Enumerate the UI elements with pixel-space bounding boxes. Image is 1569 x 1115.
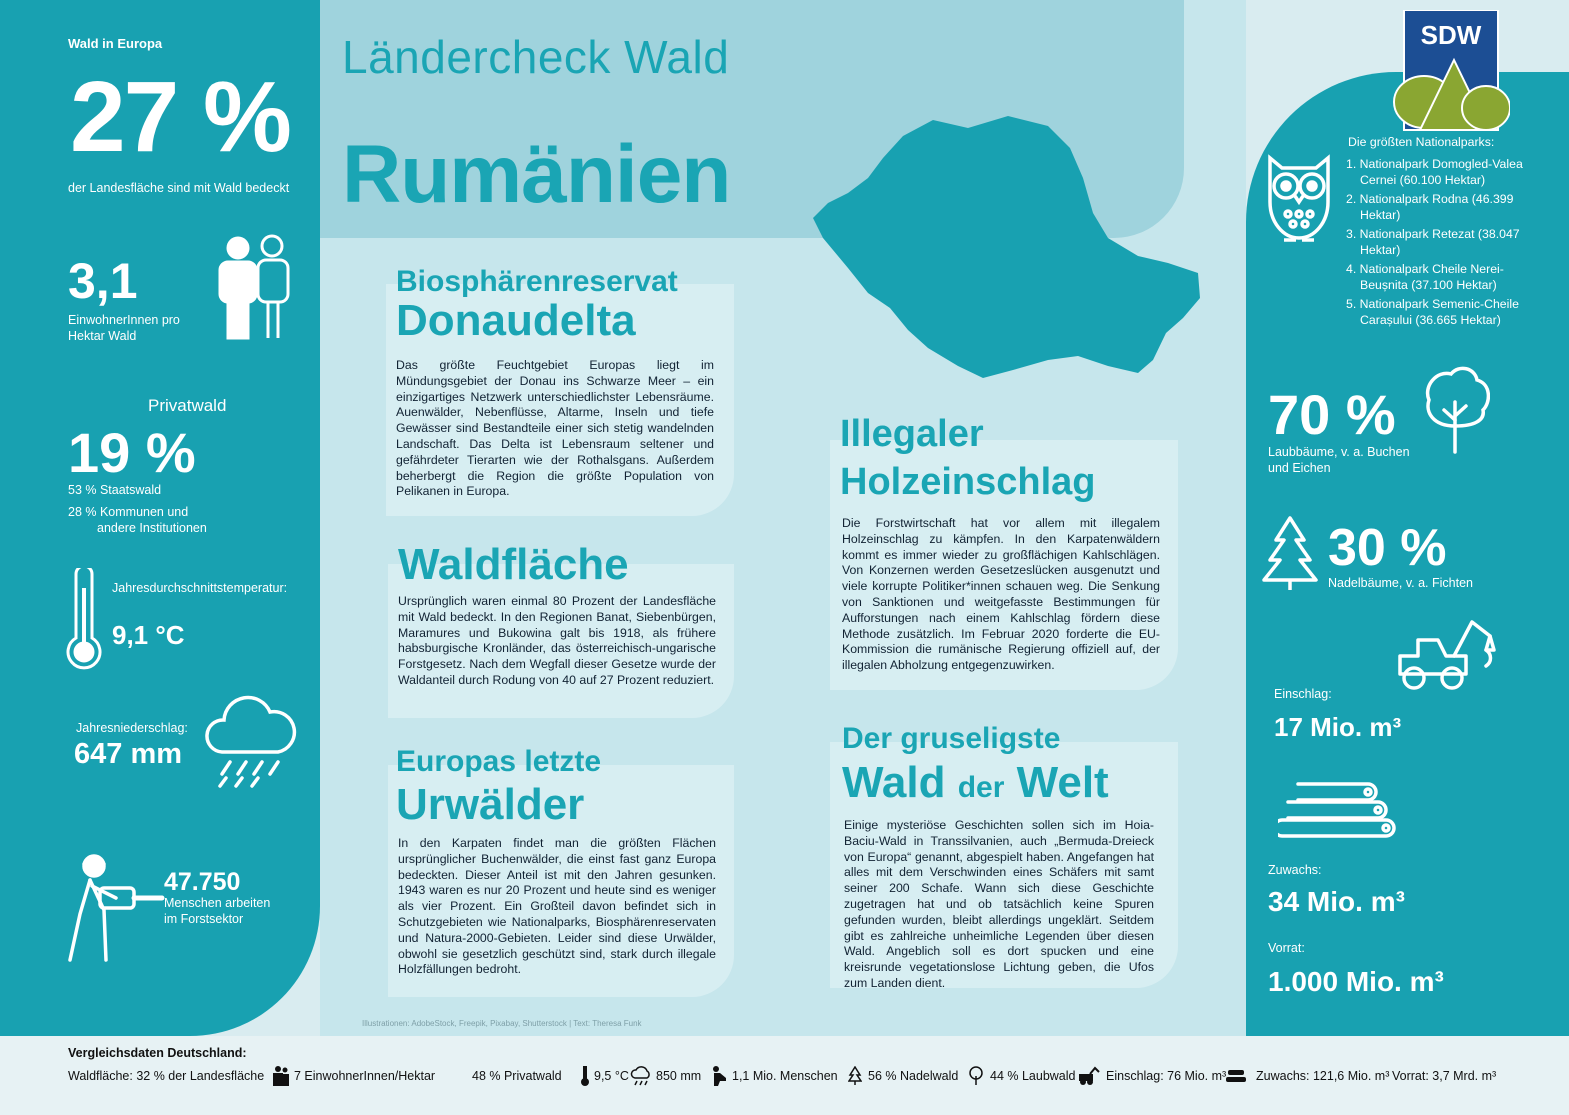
deciduous-tree-icon: [968, 1066, 984, 1091]
temperature-value: 9,1 °C: [112, 620, 185, 650]
stock-label: Vorrat:: [1268, 941, 1305, 955]
compare-inhabitants: 7 EinwohnerInnen/Hektar: [294, 1069, 436, 1083]
workers-desc-2: im Forstsektor: [164, 912, 244, 926]
compare-forest: Waldfläche: 32 % der Landesfläche: [68, 1069, 265, 1083]
illegal-title-1: Illegaler: [840, 413, 984, 455]
temperature-label: Jahresdurchschnittstemperatur:: [112, 581, 288, 595]
communes-text-1: 28 % Kommunen und: [68, 505, 189, 519]
people-icon: [212, 234, 296, 345]
urwaelder-body: [398, 836, 716, 978]
gruselig-text: Einige mysteriöse Geschichten sollen sich im Hoia-Baciu-Wald in Transsilvanien, auch „Bermuda-Dreieck von Europa“ genannt, abgespielt haben. Angefangen hat alles mit dem Verschwinden eines Schäfers mit samt seiner 200 Schafe. Wann sich diese Geschichte zugetragen hat und ob tatsächlich keine Spuren gefunden wurden, bleibt allerdings ungeklärt. Seitdem gibt es zahlreiche unheimliche Legenden über diesen Wald. Angeblich soll es dort spucken und eine kreisrunde vegetationslose Lichtung geben, die Ufos zum Landen dient.: [844, 818, 1154, 990]
urwaelder-kicker: Europas letzte: [396, 745, 602, 778]
gruselig-title: [842, 760, 1109, 811]
conifer-percent: 30 %: [1328, 519, 1447, 577]
communes-text-2: andere Institutionen: [97, 521, 207, 535]
nationalpark-item: 1. Nationalpark Domogled-Valea Cernei (60.100 Hektar): [1346, 157, 1523, 187]
urwaelder-title: Urwälder: [396, 780, 585, 829]
compare-workers: 1,1 Mio. Menschen: [732, 1069, 838, 1083]
credits-text: Illustrationen: AdobeStock, Freepik, Pixabay, Shutterstock | Text: Theresa Funk: [362, 1019, 642, 1028]
deciduous-desc-1: Laubbäume, v. a. Buchen: [1268, 445, 1410, 459]
forest-percent-desc: der Landesfläche sind mit Wald bedeckt: [68, 181, 290, 195]
thermometer-icon: [580, 1066, 590, 1091]
donau-title: Donaudelta: [396, 296, 636, 345]
compare-private: 48 % Privatwald: [472, 1069, 562, 1083]
harvest-value: 17 Mio. m³: [1274, 712, 1402, 742]
compare-harvest: Einschlag: 76 Mio. m³: [1106, 1069, 1227, 1083]
illegal-body: [842, 516, 1160, 674]
conifer-desc: Nadelbäume, v. a. Fichten: [1328, 576, 1473, 590]
compare-growth: Zuwachs: 121,6 Mio. m³: [1256, 1069, 1390, 1083]
donau-kicker: Biosphärenreservat: [396, 265, 678, 298]
chainsaw-worker-icon: [56, 852, 166, 971]
compare-conifer: 56 % Nadelwald: [868, 1069, 959, 1083]
inhabitants-value: 3,1: [68, 253, 138, 309]
page-title: Rumänien: [342, 129, 731, 220]
inhabitants-desc-1: EinwohnerInnen pro: [68, 313, 180, 327]
deciduous-percent: 70 %: [1268, 383, 1396, 446]
workers-desc-1: Menschen arbeiten: [164, 896, 271, 910]
precipitation-label: Jahresniederschlag:: [76, 721, 188, 735]
compare-temperature: 9,5 °C: [594, 1069, 629, 1083]
inhabitants-desc-2: Hektar Wald: [68, 329, 137, 343]
svg-text:SDW: SDW: [1420, 20, 1482, 50]
nationalpark-item: 4. Nationalpark Cheile Nerei-Beușnita (37.100 Hektar): [1346, 262, 1504, 292]
stock-value: 1.000 Mio. m³: [1268, 966, 1444, 997]
nationalparks-title: Die größten Nationalparks:: [1348, 135, 1495, 149]
conifer-tree-icon: [848, 1066, 862, 1091]
forestry-machine-icon: [1394, 614, 1504, 699]
conifer-tree-icon: [1262, 514, 1318, 597]
nationalpark-item: 2. Nationalpark Rodna (46.399 Hektar): [1346, 192, 1514, 222]
rain-cloud-icon: [200, 690, 300, 795]
sdw-logo: [1392, 10, 1510, 134]
deciduous-tree-icon: [1420, 366, 1490, 459]
compare-title: Vergleichsdaten Deutschland:: [68, 1046, 247, 1060]
romania-map: [808, 108, 1203, 390]
illegal-title-2: Holzeinschlag: [840, 461, 1096, 503]
chainsaw-worker-icon: [710, 1066, 728, 1091]
log-pile-icon: [1226, 1068, 1248, 1089]
harvest-label: Einschlag:: [1274, 687, 1332, 701]
compare-row: [68, 1066, 1508, 1088]
compare-precipitation: 850 mm: [656, 1069, 702, 1083]
urwaelder-text: In den Karpaten findet man die größten Flächen ursprünglicher Buchenwälder, die einst fast ganz Europa bedeckten. Dieser Anteil ist mit den Jahren gesunken. 1943 waren es nur 20 Prozent und heute sind es weniger als vier Prozent. Ein Großteil davon befindet sich in Schutzgebieten wie Nationalparks, Biosphärenreservaten und Natura-2000-Gebieten. Leider sind diese Urwälder, obwohl sie gesetzlich geschützt sind, stark durch illegale Holzfällungen bedroht.: [398, 836, 716, 977]
private-forest-percent: 19 %: [68, 421, 196, 484]
private-forest-label: Privatwald: [148, 396, 227, 415]
forest-europe-label: Wald in Europa: [68, 36, 163, 51]
owl-icon: [1262, 152, 1336, 249]
forest-percent: 27 %: [70, 61, 290, 173]
page-subtitle: Ländercheck Wald: [342, 31, 730, 83]
waldflaeche-text: Ursprünglich waren einmal 80 Prozent der Landesfläche mit Wald bedeckt. In den Regionen Banat, Siebenbürgen, Maramures und Bukowina galt bis 1918, als frühere habsburgische Kronländer, das österreichisch-ungarische Forstgesetz. Nach dem Wegfall dieser Gesetze wurde der Waldanteil durch Rodung von 40 auf 27 Prozent reduziert.: [398, 594, 716, 687]
gruselig-title-b: der: [957, 771, 1005, 804]
gruselig-title-a: Wald: [842, 758, 946, 807]
compare-stock: Vorrat: 3,7 Mrd. m³: [1392, 1069, 1497, 1083]
donau-body: [396, 358, 714, 500]
state-forest-text: 53 % Staatswald: [68, 483, 162, 497]
waldflaeche-body: [398, 594, 716, 689]
gruselig-kicker: Der gruseligste: [842, 722, 1061, 755]
people-icon: [272, 1066, 290, 1091]
donau-text: Das größte Feuchtgebiet Europas liegt im Mündungsgebiet der Donau ins Schwarze Meer – ein einzigartiges Netzwerk unterschiedlichster Lebensräume. Auenwälder, Nebenflüsse, Altarme, Inseln und tiefe Gewässer sind Bestandteile einer sich stetig wandelnden Landschaft. Das Delta ist Lebensraum seltener und gefährdeter Tierarten wie der Rothalsgans. Außerdem beherbergt die Region die größte Population von Pelikanen in Europa.: [396, 358, 714, 499]
forestry-machine-icon: [1078, 1066, 1100, 1091]
nationalparks-list: [1346, 156, 1546, 331]
nationalpark-item: 5. Nationalpark Semenic-Cheile Carașului (36.665 Hektar): [1346, 297, 1519, 327]
rain-cloud-icon: [630, 1066, 652, 1091]
compare-deciduous: 44 % Laubwald: [990, 1069, 1076, 1083]
growth-label: Zuwachs:: [1268, 863, 1322, 877]
growth-value: 34 Mio. m³: [1268, 886, 1405, 917]
nationalpark-item: 3. Nationalpark Retezat (38.047 Hektar): [1346, 227, 1520, 257]
illegal-text: Die Forstwirtschaft hat vor allem mit illegalem Holzeinschlag zu kämpfen. In den Karpatenwäldern kommt es immer wieder zu großflächigen Kahlschlägen. Von Konzernen werden Gesetzeslücken ausgenutzt und viele korrupte Politiker*innen schauen weg. Die Senkung von Sanktionen und weitgefasste Bestimmungen für Aufforstungen nach einem Kahlschlag fördern diese Methode zusätzlich. Im Februar 2020 forderte die EU-Kommission die rumänische Regierung offiziell auf, der illegalen Abholzung entgegenzuwirken.: [842, 516, 1160, 673]
gruselig-title-c: Welt: [1016, 758, 1109, 807]
log-pile-icon: [1278, 778, 1398, 845]
deciduous-desc-2: und Eichen: [1268, 461, 1331, 475]
precipitation-value: 647 mm: [74, 738, 183, 770]
thermometer-icon: [64, 568, 104, 679]
workers-value: 47.750: [164, 868, 241, 896]
waldflaeche-title: Waldfläche: [398, 540, 629, 589]
gruselig-body: [844, 818, 1154, 992]
